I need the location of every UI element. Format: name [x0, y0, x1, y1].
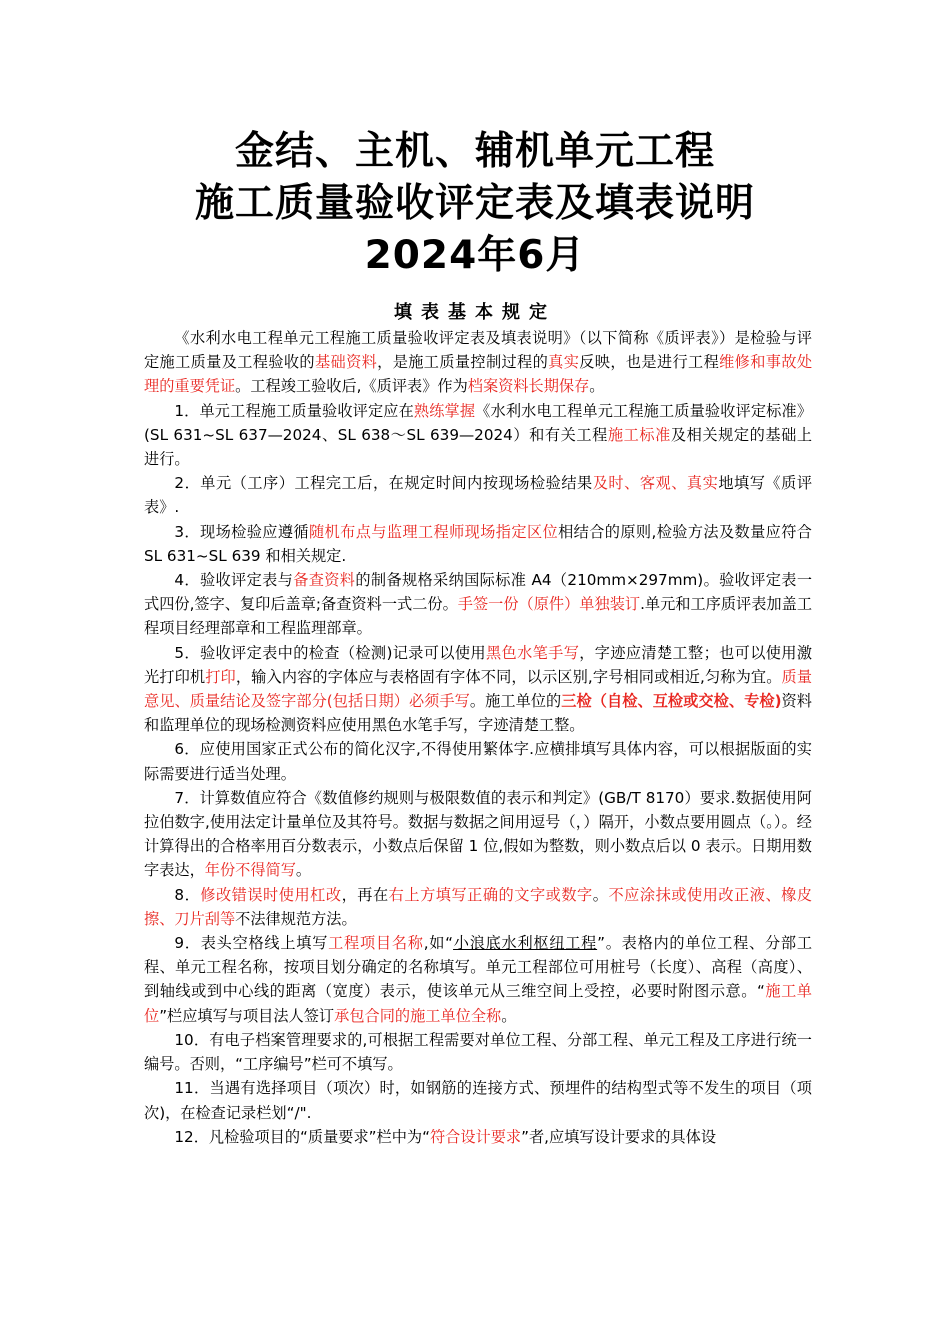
highlighted-text: 熟练掌握	[413, 401, 476, 420]
highlighted-text: 工程项目名称	[328, 934, 424, 953]
highlighted-text: 手签一份（原件）单独装订	[457, 595, 641, 614]
highlighted-text: 随机布点与监理工程师现场指定区位	[308, 522, 559, 541]
body-text: 。	[295, 861, 312, 880]
paragraph-item-5	[144, 641, 812, 738]
body-text: ，字迹应清楚工整；也可以使用激光打印机	[144, 643, 813, 686]
highlighted-text: 右上方填写正确的文字或数字	[388, 885, 593, 904]
section-heading: 填表基本规定	[394, 302, 556, 323]
body-text: 10．有电子档案管理要求的,可根据工程需要对单位工程、分部工程、单元工程及工序进行统一编号。否则，“工序编号”栏可不填写。	[144, 1030, 812, 1074]
title-date: 2024年6月	[364, 233, 586, 278]
title-line-1: 金结、主机、辅机单元工程	[234, 129, 715, 174]
highlighted-text: 修改错误时使用杠改	[200, 885, 342, 904]
body-text: 。	[501, 1006, 517, 1025]
body-text: 8．	[174, 885, 201, 904]
paragraph-item-7	[144, 786, 812, 883]
body-text: ，输入内容的字体应与表格固有字体不同，以示区别,字号相同或相近,匀称为宜。	[235, 667, 782, 686]
highlighted-text: 不应涂抹或使用改正液、橡皮擦、刀片刮等	[144, 885, 813, 928]
body-text: 7．计算数值应符合《数值修约规则与极限数值的表示和判定》(GB/T 8170）要求.数据使用阿拉伯数字,使用法定计量单位及其符号。数据与数据之间用逗号（，）隔开，小数点要用圆点（。）。经计算得出的合格率用百分数表示，小数点后保留 1 位,假如为整数，则小数点后以 0 表示。日期用数字表达，	[144, 788, 812, 880]
body-text: 11．当遇有选择项目（项次）时，如钢筋的连接方式、预埋件的结构型式等不发生的项目（项次)，在检查记录栏划“/".	[144, 1079, 812, 1122]
paragraph-item-12	[144, 1125, 812, 1149]
highlighted-text: 基础资料	[314, 353, 378, 372]
body-text: 9．表头空格线上填写	[174, 934, 329, 953]
body-text: 1．单元工程施工质量验收评定应在	[174, 401, 414, 420]
paragraph-item-2	[144, 471, 812, 519]
body-text: 资料和监理单位的现场检测资料应使用黑色水笔手写，字迹清楚工整。	[144, 692, 812, 735]
body-text: 4．验收评定表与	[174, 571, 294, 590]
body-text: ,如“	[423, 934, 454, 953]
paragraph-intro	[144, 326, 812, 399]
body-text: 。工程竣工验收后,《质评表》作为	[235, 377, 468, 396]
highlighted-text: 黑色水笔手写	[485, 643, 580, 662]
highlighted-text: 年份不得简写	[204, 861, 296, 880]
highlighted-text: 真实	[548, 353, 580, 372]
body-text: 及相关规定的基础上进行。	[144, 425, 813, 469]
title-line-2: 施工质量验收评定表及填表说明	[194, 181, 755, 226]
paragraph-item-11	[144, 1076, 812, 1124]
paragraph-item-9	[144, 931, 812, 1028]
highlighted-text: 三检（自检、互检或交检、专检)	[561, 692, 782, 711]
paragraph-item-8	[144, 883, 812, 931]
highlighted-text: 档案资料长期保存	[467, 377, 590, 396]
body-text: 地填写《质评表》.	[144, 474, 813, 517]
paragraph-item-6	[144, 737, 812, 785]
body-text: 3．现场检验应遵循	[174, 522, 309, 541]
body-text: ”栏应填写与项目法人签订	[159, 1006, 335, 1025]
body-text: 《水利水电工程单元工程施工质量验收评定标准》(SL 631~SL 637—2024、SL 638～SL 639—2024）和有关工程	[144, 401, 813, 444]
body-text: 的制备规格采纳国际标准 A4（210mm×297mm)。验收评定表一式四份,签字、复印后盖章;备查资料一式二份。	[144, 571, 813, 614]
body-text: 《水利水电工程单元工程施工质量验收评定表及填表说明》（以下简称《质评表》）是检验与评定施工质量及工程验收的	[144, 329, 812, 372]
highlighted-text: 维修和事故处理的重要凭证	[144, 353, 813, 396]
highlighted-text: 符合设计要求	[429, 1127, 522, 1146]
body-text: 相结合的原则,检验方法及数量应符合 SL 631~SL 639 和相关规定.	[144, 522, 812, 565]
body-text: 2．单元（工序）工程完工后，在规定时间内按现场检验结果	[174, 474, 593, 493]
highlighted-text: 承包合同的施工单位全称	[334, 1006, 502, 1025]
document-body	[144, 326, 812, 1149]
body-text: 反映，也是进行工程	[579, 353, 720, 372]
paragraph-item-1	[144, 399, 812, 472]
highlighted-text: 施工标准	[607, 425, 671, 444]
body-text: ”者,应填写设计要求的具体设	[521, 1127, 717, 1146]
paragraph-item-10	[144, 1028, 812, 1076]
highlighted-text: 及时、客观、真实	[592, 474, 719, 493]
body-text: 。施工单位的	[469, 692, 562, 711]
body-text: ，是施工质量控制过程的	[377, 353, 549, 372]
highlighted-text: 施工单位	[144, 982, 812, 1025]
document-title	[0, 126, 950, 282]
body-text: 12．凡检验项目的“质量要求”栏中为“	[174, 1127, 430, 1146]
body-text: 6．应使用国家正式公布的简化汉字,不得使用繁体字.应横排填写具体内容，可以根据版面的实际需要进行适当处理。	[144, 740, 812, 783]
body-text: 。	[589, 377, 605, 396]
highlighted-text: 备查资料	[293, 571, 356, 590]
body-text: 5．验收评定表中的检查（检测)记录可以使用	[174, 643, 486, 662]
body-text: ”。表格内的单位工程、分部工程、单元工程名称，按项目划分确定的名称填写。单元工程部位可用桩号（长度）、高程（高度）、到轴线或到中心线的距离（宽度）表示，使该单元从三维空间上受控，必要时附图示意。“	[144, 934, 813, 1001]
body-text: 不法律规范方法。	[235, 909, 357, 928]
highlighted-text: 质量意见、质量结论及签字部分(包括日期）必须手写	[144, 667, 813, 711]
paragraph-item-3	[144, 520, 812, 568]
highlighted-text: 打印	[205, 667, 236, 686]
highlighted-text: 小浪底水利枢纽工程	[453, 934, 598, 953]
body-text: ，再在	[341, 885, 389, 904]
paragraph-item-4	[144, 568, 812, 641]
body-text: .单元和工序质评表加盖工程项目经理部章和工程监理部章。	[144, 595, 813, 638]
body-text: 。	[592, 885, 609, 904]
